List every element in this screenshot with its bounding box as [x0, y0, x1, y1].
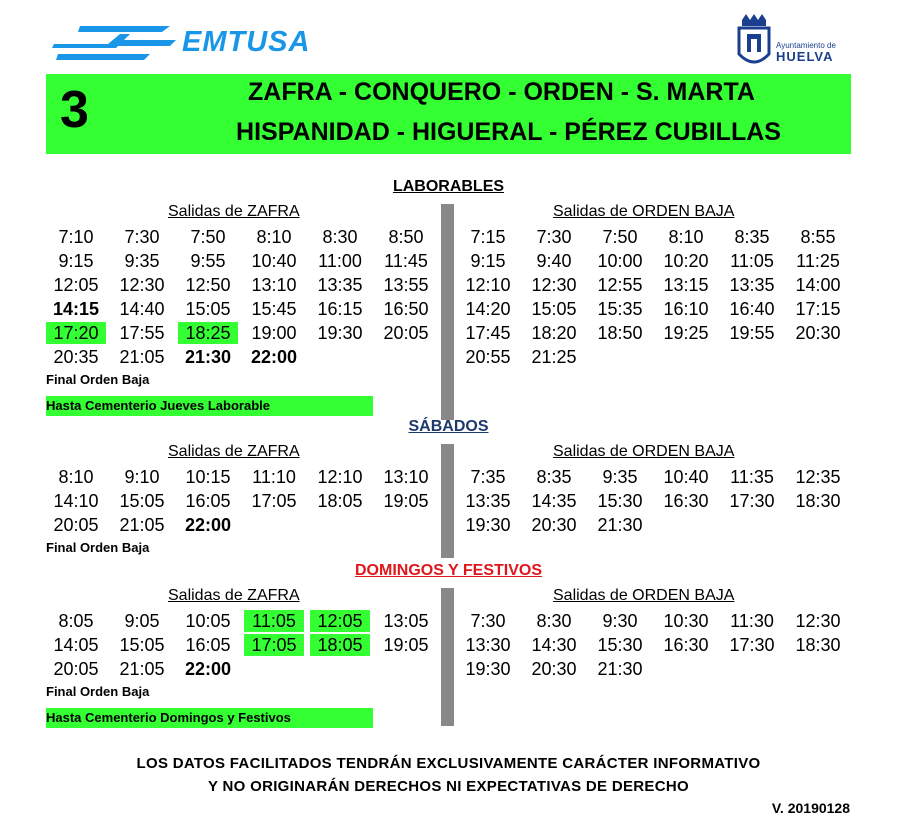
zafra-departure-time: 13:10 — [383, 467, 429, 487]
route-end-note: Final Orden Baja — [46, 540, 150, 555]
orden-baja-departure-time: 10:00 — [597, 251, 643, 271]
orden-baja-departure-time: 16:10 — [663, 299, 709, 319]
orden-baja-departure-time: 15:30 — [597, 635, 643, 655]
orden-baja-departure-time: 8:10 — [668, 227, 704, 247]
zafra-departure-time: 11:05 — [244, 610, 304, 632]
zafra-departure-time: 13:05 — [383, 611, 429, 631]
zafra-departure-time: 8:10 — [256, 227, 292, 247]
zafra-departure-time: 20:35 — [53, 347, 99, 367]
zafra-departure-time: 18:05 — [310, 634, 370, 656]
section-title: SÁBADOS — [408, 418, 489, 435]
zafra-departure-time: 8:10 — [58, 467, 94, 487]
column-divider — [441, 204, 454, 420]
zafra-departure-time: 12:50 — [185, 275, 231, 295]
column-divider — [441, 444, 454, 558]
orden-baja-departure-time: 20:30 — [531, 515, 577, 535]
zafra-departure-time: 10:40 — [251, 251, 297, 271]
zafra-departure-time: 15:05 — [119, 491, 165, 511]
section-title: DOMINGOS Y FESTIVOS — [355, 562, 542, 579]
orden-baja-departure-time: 13:15 — [663, 275, 709, 295]
orden-baja-departure-time: 16:30 — [663, 635, 709, 655]
orden-baja-departure-time: 17:30 — [729, 491, 775, 511]
orden-baja-departure-time: 16:40 — [729, 299, 775, 319]
zafra-departure-time: 19:05 — [383, 491, 429, 511]
orden-baja-departure-time: 17:15 — [795, 299, 841, 319]
zafra-departure-time: 11:45 — [384, 251, 428, 271]
zafra-departure-time: 7:30 — [124, 227, 160, 247]
zafra-departure-time: 9:10 — [124, 467, 160, 487]
orden-baja-departure-time: 12:10 — [465, 275, 511, 295]
orden-baja-departure-time: 19:30 — [465, 659, 511, 679]
zafra-departure-time: 8:30 — [322, 227, 358, 247]
zafra-departure-time: 19:00 — [251, 323, 297, 343]
orden-baja-departure-time: 12:35 — [795, 467, 841, 487]
route-number: 3 — [60, 81, 89, 139]
orden-baja-departure-time: 9:15 — [470, 251, 506, 271]
zafra-departure-time: 7:50 — [190, 227, 226, 247]
orden-baja-departure-time: 11:25 — [796, 251, 840, 271]
zafra-departure-time: 16:05 — [185, 491, 231, 511]
zafra-departure-time: 18:25 — [178, 322, 238, 344]
orden-baja-departure-time: 11:05 — [730, 251, 774, 271]
zafra-departure-time: 14:10 — [53, 491, 99, 511]
orden-baja-departure-time: 8:35 — [734, 227, 770, 247]
disclaimer-line-2: Y NO ORIGINARÁN DERECHOS NI EXPECTATIVAS DE DERECHO — [208, 778, 689, 795]
orden-baja-departure-time: 7:30 — [536, 227, 572, 247]
orden-baja-departure-time: 16:30 — [663, 491, 709, 511]
zafra-departure-time: 22:00 — [250, 347, 298, 367]
orden-baja-departure-time: 15:35 — [597, 299, 643, 319]
orden-baja-departure-time: 18:50 — [597, 323, 643, 343]
zafra-departure-time: 13:35 — [317, 275, 363, 295]
zafra-departure-time: 13:10 — [251, 275, 297, 295]
orden-baja-departure-time: 8:35 — [536, 467, 572, 487]
orden-baja-departure-time: 18:30 — [795, 635, 841, 655]
brand-name: EMTUSA — [182, 26, 311, 58]
zafra-departure-time: 12:05 — [310, 610, 370, 632]
zafra-departure-time: 11:10 — [252, 467, 296, 487]
orden-baja-departure-time: 21:30 — [597, 659, 643, 679]
zafra-departure-time: 22:00 — [184, 515, 232, 535]
zafra-departure-time: 20:05 — [53, 515, 99, 535]
zafra-departures-header: Salidas de ZAFRA — [168, 203, 300, 220]
zafra-departure-time: 17:55 — [119, 323, 165, 343]
orden-baja-departure-time: 17:30 — [729, 635, 775, 655]
zafra-departure-time: 14:40 — [119, 299, 165, 319]
orden-baja-departure-time: 12:30 — [531, 275, 577, 295]
city-crest-icon — [736, 14, 772, 70]
orden-baja-departure-time: 12:55 — [597, 275, 643, 295]
orden-baja-departure-time: 17:45 — [465, 323, 511, 343]
orden-baja-departure-time: 20:30 — [531, 659, 577, 679]
orden-baja-departures-header: Salidas de ORDEN BAJA — [553, 587, 735, 604]
zafra-departure-time: 9:05 — [124, 611, 160, 631]
huelva-logo — [736, 14, 852, 70]
orden-baja-departure-time: 9:35 — [602, 467, 638, 487]
disclaimer-line-1: LOS DATOS FACILITADOS TENDRÁN EXCLUSIVAMENTE CARÁCTER INFORMATIVO — [136, 755, 761, 772]
zafra-departure-time: 15:45 — [251, 299, 297, 319]
orden-baja-departure-time: 19:25 — [663, 323, 709, 343]
zafra-departure-time: 20:05 — [53, 659, 99, 679]
orden-baja-departure-time: 7:15 — [470, 227, 506, 247]
cemetery-note: Hasta Cementerio Domingos y Festivos — [46, 708, 373, 728]
orden-baja-departure-time: 14:00 — [795, 275, 841, 295]
zafra-departure-time: 15:05 — [119, 635, 165, 655]
orden-baja-departure-time: 10:30 — [663, 611, 709, 631]
orden-baja-departure-time: 19:55 — [729, 323, 775, 343]
disclaimer — [0, 752, 897, 798]
orden-baja-departure-time: 8:55 — [800, 227, 836, 247]
zafra-departure-time: 21:05 — [119, 515, 165, 535]
zafra-departure-time: 9:15 — [58, 251, 94, 271]
zafra-departure-time: 16:15 — [317, 299, 363, 319]
zafra-departure-time: 12:05 — [53, 275, 99, 295]
zafra-departure-time: 12:10 — [317, 467, 363, 487]
zafra-departure-time: 21:05 — [119, 659, 165, 679]
zafra-departure-time: 8:05 — [58, 611, 94, 631]
emtusa-logo-icon — [50, 18, 180, 64]
zafra-departure-time: 8:50 — [388, 227, 424, 247]
zafra-departure-time: 21:30 — [184, 347, 232, 367]
zafra-departure-time: 9:35 — [124, 251, 160, 271]
zafra-departure-time: 11:00 — [318, 251, 362, 271]
route-banner — [46, 74, 851, 154]
orden-baja-departure-time: 15:30 — [597, 491, 643, 511]
orden-baja-departure-time: 7:35 — [470, 467, 506, 487]
zafra-departure-time: 20:05 — [383, 323, 429, 343]
zafra-departures-header: Salidas de ZAFRA — [168, 443, 300, 460]
zafra-departure-time: 17:05 — [244, 634, 304, 656]
zafra-departure-time: 14:05 — [53, 635, 99, 655]
zafra-departure-time: 10:15 — [185, 467, 231, 487]
zafra-departure-time: 18:05 — [317, 491, 363, 511]
orden-baja-departure-time: 7:50 — [602, 227, 638, 247]
orden-baja-departure-time: 18:30 — [795, 491, 841, 511]
zafra-departure-time: 15:05 — [185, 299, 231, 319]
zafra-departure-time: 13:55 — [383, 275, 429, 295]
orden-baja-departure-time: 14:35 — [531, 491, 577, 511]
orden-baja-departure-time: 8:30 — [536, 611, 572, 631]
route-stops-line-2: HISPANIDAD - HIGUERAL - PÉREZ CUBILLAS — [236, 118, 781, 146]
orden-baja-departure-time: 7:30 — [470, 611, 506, 631]
orden-baja-departure-time: 11:35 — [730, 467, 774, 487]
orden-baja-departure-time: 21:30 — [597, 515, 643, 535]
city-logo-subtitle: Ayuntamiento de — [776, 41, 836, 50]
orden-baja-departure-time: 9:30 — [602, 611, 638, 631]
zafra-departure-time: 19:30 — [317, 323, 363, 343]
zafra-departure-time: 10:05 — [185, 611, 231, 631]
city-logo-name: HUELVA — [776, 49, 834, 64]
orden-baja-departure-time: 13:35 — [465, 491, 511, 511]
cemetery-note: Hasta Cementerio Jueves Laborable — [46, 396, 373, 416]
orden-baja-departure-time: 12:30 — [795, 611, 841, 631]
zafra-departure-time: 17:05 — [251, 491, 297, 511]
orden-baja-departure-time: 18:20 — [531, 323, 577, 343]
route-stops-line-1: ZAFRA - CONQUERO - ORDEN - S. MARTA — [248, 78, 755, 106]
orden-baja-departure-time: 14:30 — [531, 635, 577, 655]
orden-baja-departure-time: 11:30 — [730, 611, 774, 631]
orden-baja-departure-time: 19:30 — [465, 515, 511, 535]
zafra-departure-time: 19:05 — [383, 635, 429, 655]
zafra-departure-time: 17:20 — [46, 322, 106, 344]
zafra-departure-time: 22:00 — [184, 659, 232, 679]
orden-baja-departures-header: Salidas de ORDEN BAJA — [553, 203, 735, 220]
orden-baja-departure-time: 10:20 — [663, 251, 709, 271]
orden-baja-departure-time: 20:30 — [795, 323, 841, 343]
orden-baja-departure-time: 13:30 — [465, 635, 511, 655]
orden-baja-departure-time: 20:55 — [465, 347, 511, 367]
section-title: LABORABLES — [392, 178, 505, 195]
orden-baja-departures-header: Salidas de ORDEN BAJA — [553, 443, 735, 460]
zafra-departures-header: Salidas de ZAFRA — [168, 587, 300, 604]
zafra-departure-time: 16:05 — [185, 635, 231, 655]
column-divider — [441, 588, 454, 726]
zafra-departure-time: 12:30 — [119, 275, 165, 295]
orden-baja-departure-time: 10:40 — [663, 467, 709, 487]
zafra-departure-time: 21:05 — [119, 347, 165, 367]
orden-baja-departure-time: 21:25 — [531, 347, 577, 367]
version-label: V. 20190128 — [771, 800, 850, 816]
orden-baja-departure-time: 14:20 — [465, 299, 511, 319]
orden-baja-departure-time: 13:35 — [729, 275, 775, 295]
zafra-departure-time: 14:15 — [52, 299, 100, 319]
route-end-note: Final Orden Baja — [46, 684, 150, 699]
zafra-departure-time: 16:50 — [383, 299, 429, 319]
orden-baja-departure-time: 15:05 — [531, 299, 577, 319]
zafra-departure-time: 7:10 — [58, 227, 94, 247]
zafra-departure-time: 9:55 — [190, 251, 226, 271]
orden-baja-departure-time: 9:40 — [536, 251, 572, 271]
route-end-note: Final Orden Baja — [46, 372, 150, 387]
